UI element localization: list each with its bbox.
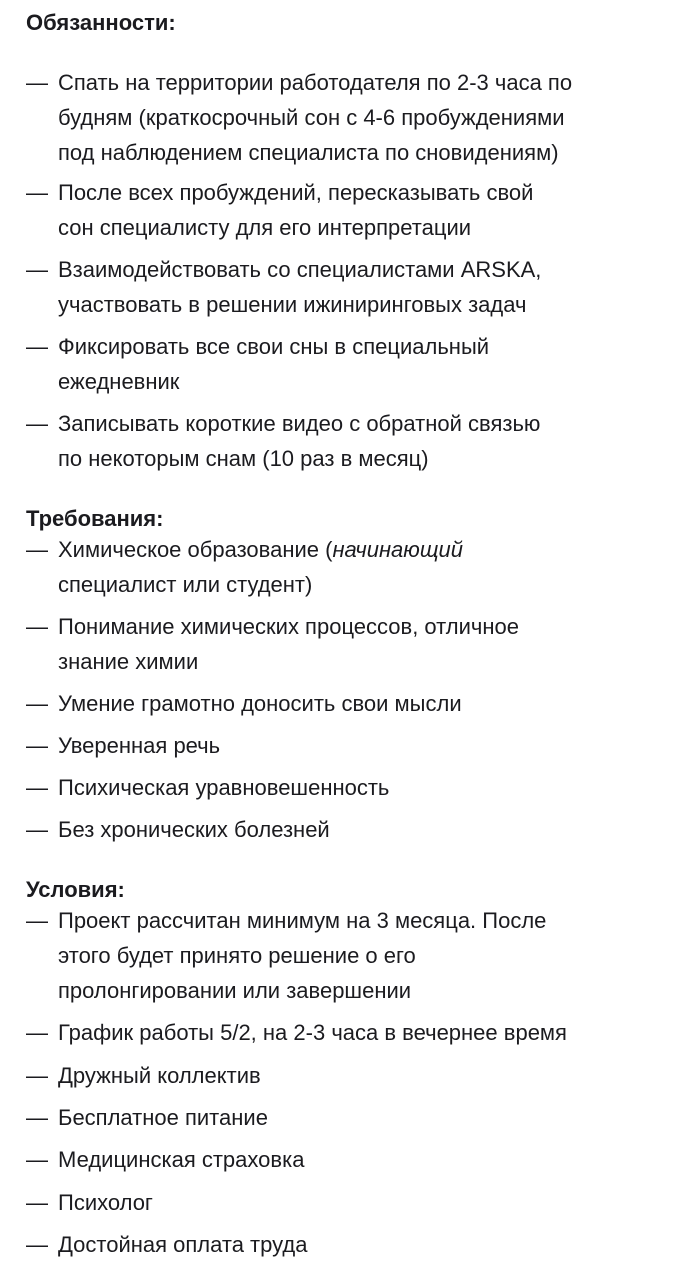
list-dash: —	[26, 691, 48, 716]
duty-item-text: Спать на территории работодателя по 2-3 часа по будням (краткосрочный сон с 4-6 пробуждениями под наблюдением специалиста по сновидениям)	[58, 70, 573, 165]
list-dash: —	[26, 1147, 48, 1172]
list-dash: —	[26, 334, 48, 359]
list-dash: —	[26, 70, 48, 95]
condition-item	[26, 1015, 656, 1050]
list-dash: —	[26, 257, 48, 282]
condition-item-text: Проект рассчитан минимум на 3 месяца. После этого будет принято решение о его пролонгировании или завершении	[58, 908, 547, 1003]
list-dash: —	[26, 817, 48, 842]
duty-item-text: После всех пробуждений, пересказывать свой сон специалисту для его интерпретации	[58, 180, 534, 240]
condition-item	[26, 1142, 656, 1177]
list-dash: —	[26, 775, 48, 800]
list-dash: —	[26, 614, 48, 639]
list-dash: —	[26, 1105, 48, 1130]
requirement-item-text: Без хронических болезней	[58, 817, 330, 842]
condition-item	[26, 1100, 656, 1135]
requirement-item-text: Умение грамотно доносить свои мысли	[58, 691, 462, 716]
requirements-heading: Требования:	[26, 506, 164, 531]
requirement-item-text: Понимание химических процессов, отличное знание химии	[58, 614, 519, 674]
list-dash: —	[26, 537, 48, 562]
requirement-item-text	[58, 532, 656, 602]
requirement-item	[26, 770, 656, 805]
list-dash: —	[26, 1190, 48, 1215]
list-dash: —	[26, 908, 48, 933]
requirement-text-end: специалист или студент)	[58, 572, 313, 597]
duty-item-text: Фиксировать все свои сны в специальный ежедневник	[58, 334, 490, 394]
condition-item	[26, 1185, 656, 1220]
list-dash: —	[26, 180, 48, 205]
conditions-heading: Условия:	[26, 877, 125, 902]
list-dash: —	[26, 411, 48, 436]
condition-item-text: Бесплатное питание	[58, 1105, 268, 1130]
duties-heading: Обязанности:	[26, 10, 176, 35]
requirement-item-text: Психическая уравновешенность	[58, 775, 390, 800]
condition-item-text: Достойная оплата труда	[58, 1232, 308, 1257]
list-dash: —	[26, 733, 48, 758]
list-dash: —	[26, 1020, 48, 1045]
duty-item	[26, 65, 656, 170]
condition-item	[26, 1227, 656, 1262]
duty-item-text: Записывать короткие видео с обратной связью по некоторым снам (10 раз в месяц)	[58, 411, 541, 471]
condition-item-text: График работы 5/2, на 2-3 часа в вечернее время	[58, 1020, 567, 1045]
list-dash: —	[26, 1232, 48, 1257]
requirement-item	[26, 532, 656, 602]
condition-item-text: Психолог	[58, 1190, 153, 1215]
requirement-item	[26, 686, 656, 721]
list-dash: —	[26, 1063, 48, 1088]
requirement-item-text: Уверенная речь	[58, 733, 221, 758]
requirement-item	[26, 812, 656, 847]
condition-item	[26, 903, 656, 1008]
duty-item	[26, 329, 656, 399]
duty-item-text: Взаимодействовать со специалистами ARSKA, участвовать в решении ижиниринговых задач	[58, 257, 542, 317]
duty-item	[26, 406, 656, 476]
condition-item	[26, 1058, 656, 1093]
requirement-item	[26, 609, 656, 679]
duty-item	[26, 252, 656, 322]
condition-item-text: Медицинская страховка	[58, 1147, 305, 1172]
requirement-text-start: Химическое образование (	[58, 537, 333, 562]
condition-item-text: Дружный коллектив	[58, 1063, 261, 1088]
requirement-item	[26, 728, 656, 763]
requirement-text-italic: начинающий	[332, 537, 464, 562]
duty-item	[26, 175, 656, 245]
